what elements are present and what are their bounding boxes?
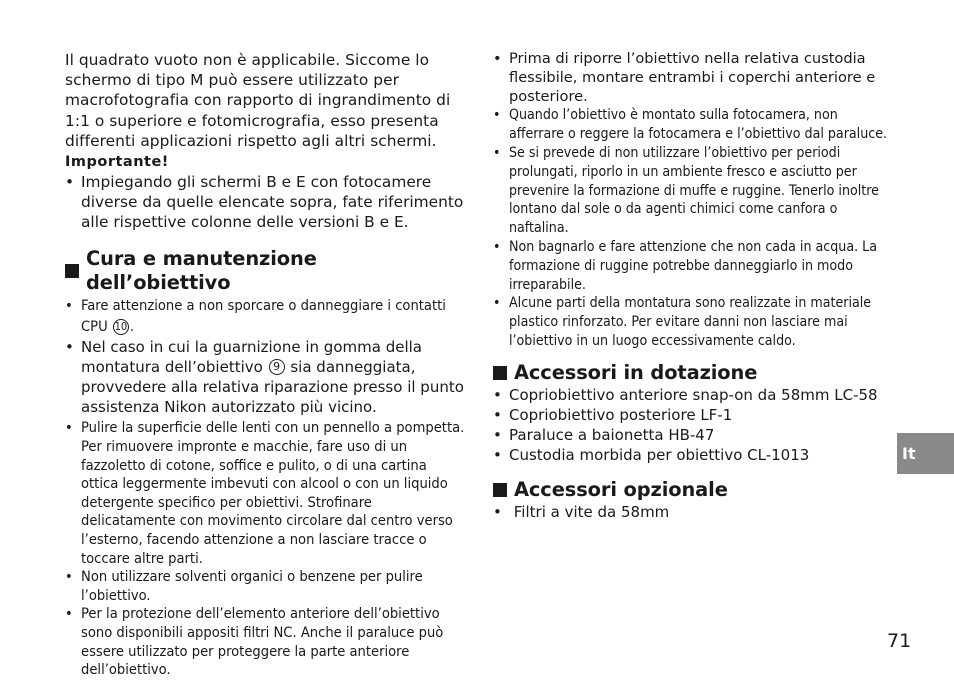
optional-accessories-heading — [493, 478, 893, 502]
optional-accessories-list — [493, 502, 893, 522]
accessories-heading-text: Accessori in dotazione — [514, 360, 758, 384]
list-item: • Alcune parti della montatura sono realizzate in materiale plastico rinforzato. Per evitare danni non lasciare mai l’obiettivo in un luogo eccessivamente caldo. — [493, 294, 893, 350]
square-bullet-icon — [493, 366, 507, 380]
important-list — [65, 172, 465, 233]
list-item: • Copriobiettivo posteriore LF-1 — [493, 405, 893, 425]
page-number: 71 — [887, 630, 912, 652]
intro-paragraph: Il quadrato vuoto non è applicabile. Siccome lo schermo di tipo M può essere utilizzato per macrofotografia con rapporto di ingrandimento di 1:1 o superiore e fotomicrografia, esso presenta differenti applicazioni rispetto agli altri schermi. — [65, 51, 451, 150]
list-item: • Custodia morbida per obiettivo CL-1013 — [493, 445, 893, 465]
list-item: • Non utilizzare solventi organici o benzene per pulire l’obiettivo. — [65, 568, 465, 605]
right-column — [493, 50, 893, 522]
optional-accessories-heading-text: Accessori opzionale — [514, 477, 728, 501]
left-column — [65, 50, 465, 680]
important-label: Importante! — [65, 154, 169, 171]
care-item2-text: Nel caso in cui la guarnizione in gomma della montatura dell’obiettivo — [81, 337, 422, 376]
circled-number-9: 9 — [269, 359, 285, 375]
list-item: • Prima di riporre l’obiettivo nella relativa custodia flessibile, montare entrambi i coperchi anteriore e posteriore. — [493, 50, 893, 106]
list-item — [65, 295, 465, 337]
circled-number-10: 10 — [114, 319, 128, 333]
square-bullet-icon — [65, 264, 79, 278]
list-item: • Filtri a vite da 58mm — [493, 502, 893, 522]
care-item2-end: sia danneggiata, provvedere alla relativa riparazione presso il punto assistenza Nikon autorizzato più vicino. — [81, 357, 464, 417]
care-list-right — [493, 50, 893, 351]
square-bullet-icon — [493, 483, 507, 497]
list-item: • Impiegando gli schermi B e E con fotocamere diverse da quelle elencate sopra, fate riferimento alle rispettive colonne delle versioni B e E. — [65, 172, 465, 233]
list-item: • Se si prevede di non utilizzare l’obiettivo per periodi prolungati, riporlo in un ambiente fresco e asciutto per prevenire la formazione di muffe e ruggine. Tenerlo inoltre lontano dal sole o da agenti chimici come canfora o naftalina. — [493, 144, 893, 238]
language-tab-label: It — [902, 444, 916, 463]
list-item — [65, 337, 465, 418]
list-item: • Non bagnarlo e fare attenzione che non cada in acqua. La formazione di ruggine potrebbe danneggiarlo in modo irreparabile. — [493, 238, 893, 294]
accessories-heading — [493, 361, 893, 385]
list-item: • Quando l’obiettivo è montato sulla fotocamera, non afferrare o reggere la fotocamera e l’obiettivo dal paraluce. — [493, 106, 893, 144]
list-item: • Pulire la superficie delle lenti con un pennello a pompetta. Per rimuovere impronte e macchie, fare uso di un fazzoletto di cotone, soffice e pulito, o di una cartina ottica leggermente imbevuti con alcool o con un liquido detergente specifico per obiettivi. Strofinare delicatamente con movimento circolare dal centro verso l’esterno, facendo attenzione a non lasciare tracce o toccare altre parti. — [65, 419, 465, 568]
care-item1-end: . — [129, 317, 135, 335]
list-item: • Copriobiettivo anteriore snap-on da 58mm LC-58 — [493, 385, 893, 405]
list-item: • Per la protezione dell’elemento anteriore dell’obiettivo sono disponibili appositi filtri NC. Anche il paraluce può essere utilizzato per proteggere la parte anteriore dell’obiettivo. — [65, 605, 465, 679]
accessories-list — [493, 385, 893, 466]
list-item: • Paraluce a baionetta HB-47 — [493, 425, 893, 445]
care-item1-text: Fare attenzione a non sporcare o danneggiare i contatti CPU — [81, 296, 446, 335]
care-heading — [65, 247, 465, 295]
care-heading-text: Cura e manutenzione dell’obiettivo — [86, 246, 317, 294]
care-list-left — [65, 295, 465, 680]
language-tab — [897, 433, 954, 474]
